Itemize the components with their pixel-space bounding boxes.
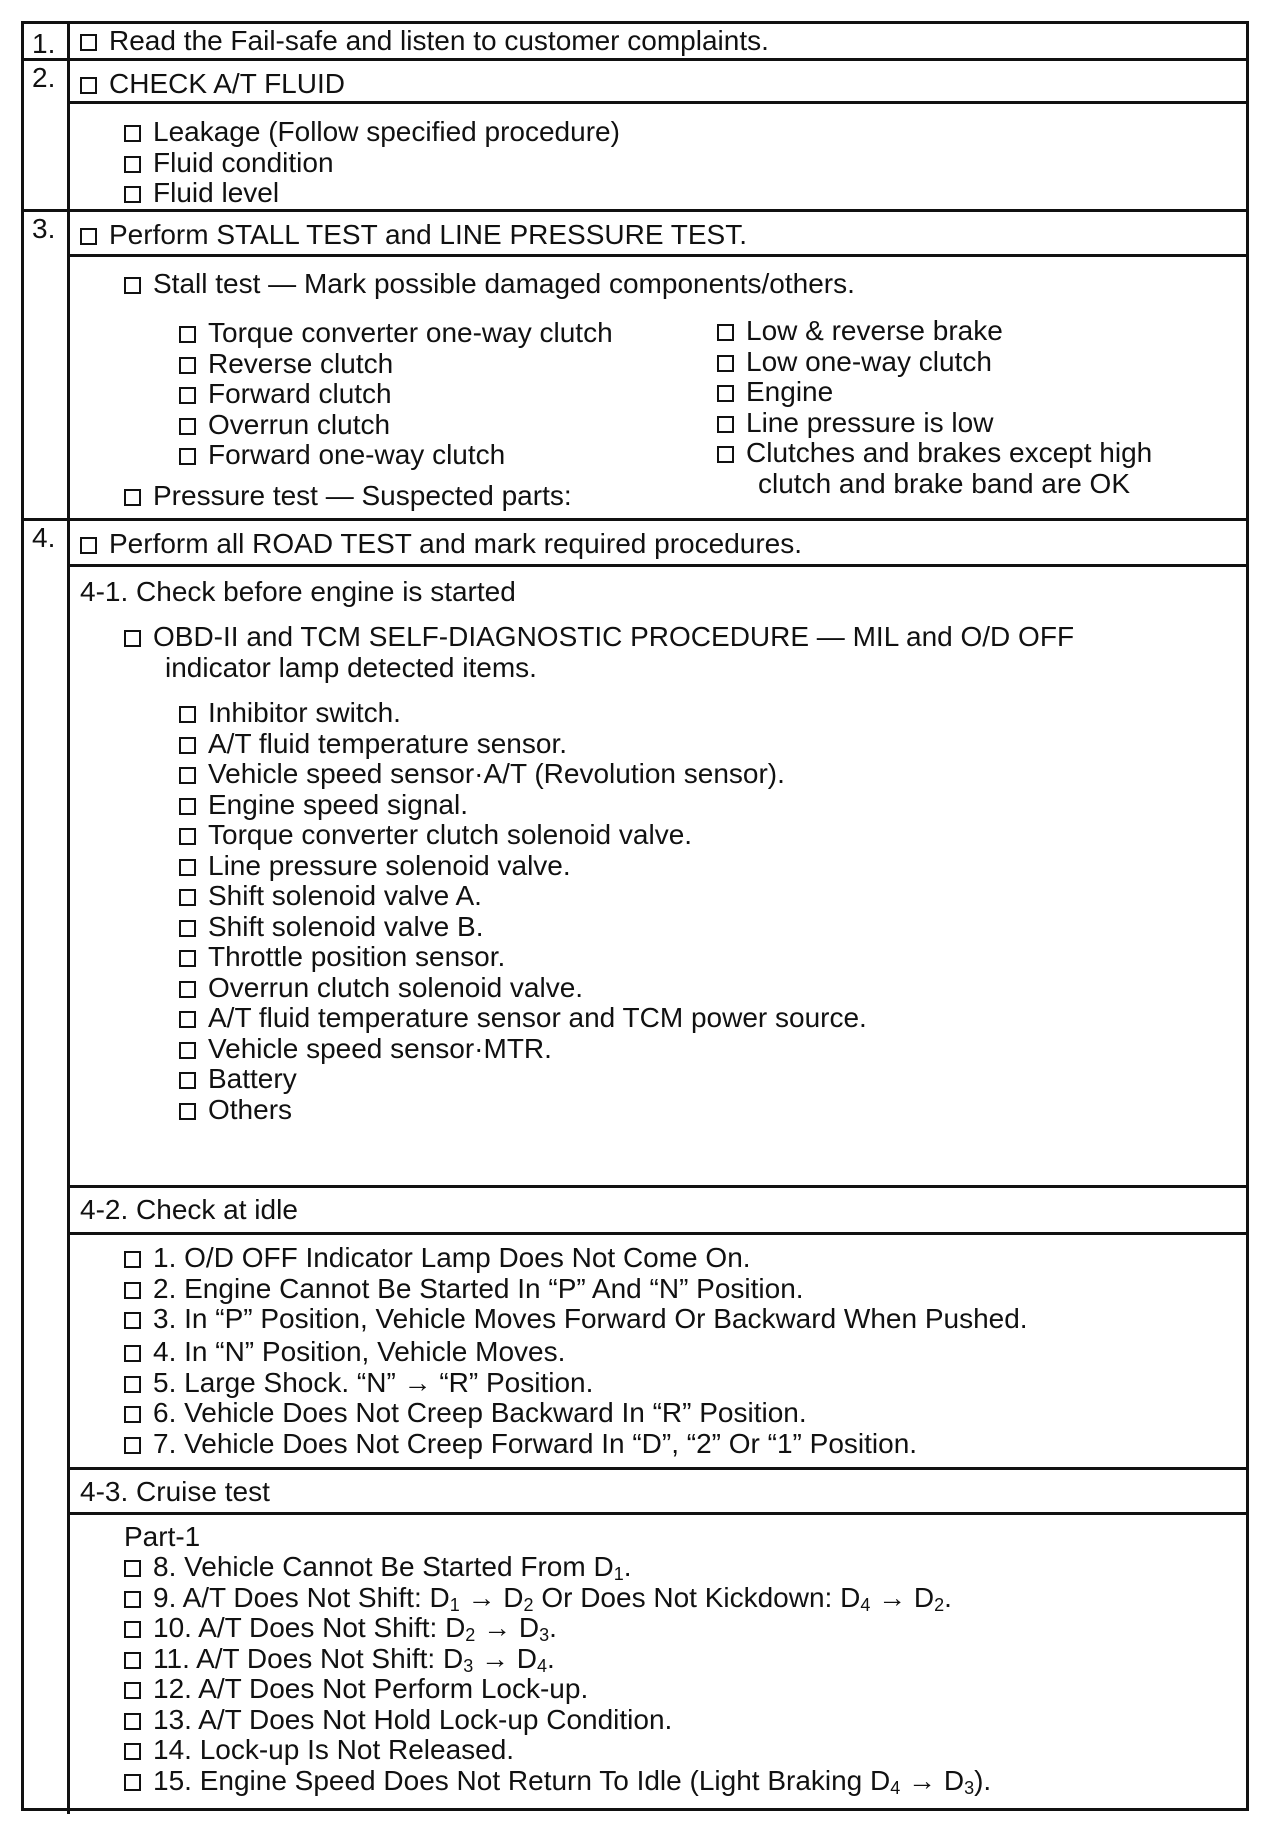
list-item: Line pressure solenoid valve. — [179, 851, 867, 882]
list-item: 10. A/T Does Not Shift: $D_2 \to D_3$. — [124, 1613, 991, 1644]
checkbox[interactable] — [124, 156, 141, 173]
checkbox[interactable] — [179, 798, 196, 815]
stall-left-list — [179, 318, 613, 471]
list-item: A/T fluid temperature sensor and TCM power source. — [179, 1003, 867, 1034]
checkbox[interactable] — [124, 1774, 141, 1791]
checkbox[interactable] — [124, 1682, 141, 1699]
list-item: Torque converter clutch solenoid valve. — [179, 820, 867, 851]
list-item: 3. In “P” Position, Vehicle Moves Forward Or Backward When Pushed. — [124, 1304, 1028, 1335]
checkbox[interactable] — [124, 1406, 141, 1423]
list-item: Shift solenoid valve B. — [179, 912, 867, 943]
list-item: Low & reverse brake — [717, 316, 1152, 347]
idle-check-list-a — [124, 1243, 1028, 1335]
checkbox[interactable] — [80, 228, 97, 245]
list-item: Line pressure is low — [717, 408, 1152, 439]
list-item: 5. Large Shock. “N” → “R” Position. — [124, 1368, 917, 1399]
list-item: Battery — [179, 1064, 867, 1095]
checkbox[interactable] — [179, 920, 196, 937]
list-item: Fluid level — [124, 178, 620, 209]
checkbox[interactable] — [179, 1011, 196, 1028]
list-item: Leakage (Follow specified procedure) — [124, 117, 620, 148]
list-item: 13. A/T Does Not Hold Lock-up Condition. — [124, 1705, 991, 1736]
list-item: Forward clutch — [179, 379, 613, 410]
divider — [24, 209, 1246, 212]
checkbox[interactable] — [179, 1042, 196, 1059]
list-item: Clutches and brakes except high — [717, 438, 1152, 469]
list-item: Fluid condition — [124, 148, 620, 179]
step-1-header: Read the Fail-safe and listen to customer complaints. — [80, 26, 769, 56]
stall-right-list — [717, 316, 1152, 499]
cruise-test-list — [124, 1552, 991, 1796]
checkbox[interactable] — [179, 889, 196, 906]
checkbox[interactable] — [124, 1652, 141, 1669]
checkbox[interactable] — [717, 446, 734, 463]
checkbox[interactable] — [179, 706, 196, 723]
checkbox[interactable] — [124, 125, 141, 142]
checkbox[interactable] — [80, 537, 97, 554]
checkbox[interactable] — [179, 828, 196, 845]
divider — [70, 1512, 1246, 1515]
checkbox[interactable] — [179, 981, 196, 998]
step-number-4: 4. — [24, 518, 70, 1814]
checkbox[interactable] — [124, 1713, 141, 1730]
checkbox[interactable] — [124, 630, 141, 647]
subsection-4-3-title: 4-3. Cruise test — [80, 1476, 270, 1507]
checkbox[interactable] — [717, 324, 734, 341]
checkbox[interactable] — [124, 1743, 141, 1760]
checkbox[interactable] — [124, 1560, 141, 1577]
checkbox[interactable] — [124, 1621, 141, 1638]
pressure-test-label: Pressure test — Suspected parts: — [124, 481, 572, 511]
list-item: Vehicle speed sensor·MTR. — [179, 1034, 867, 1065]
step-number-3: 3. — [24, 209, 70, 518]
diagnostic-worksheet — [21, 21, 1249, 1811]
checkbox[interactable] — [179, 448, 196, 465]
checkbox[interactable] — [179, 418, 196, 435]
list-item: 2. Engine Cannot Be Started In “P” And “N” Position. — [124, 1274, 1028, 1305]
checkbox[interactable] — [717, 416, 734, 433]
checkbox[interactable] — [179, 357, 196, 374]
step-3-header: Perform STALL TEST and LINE PRESSURE TEST. — [80, 220, 747, 250]
stall-test-label: Stall test — Mark possible damaged components/others. — [124, 269, 855, 299]
checkbox[interactable] — [717, 355, 734, 372]
divider — [70, 101, 1246, 104]
subsection-4-1-title: 4-1. Check before engine is started — [80, 576, 516, 607]
list-item: Others — [179, 1095, 867, 1126]
list-item: 14. Lock-up Is Not Released. — [124, 1735, 991, 1766]
checkbox[interactable] — [179, 1072, 196, 1089]
list-item: Overrun clutch solenoid valve. — [179, 973, 867, 1004]
list-item: 12. A/T Does Not Perform Lock-up. — [124, 1674, 991, 1705]
divider — [70, 254, 1246, 257]
checkbox[interactable] — [124, 489, 141, 506]
list-item: Forward one-way clutch — [179, 440, 613, 471]
list-item-continuation: clutch and brake band are OK — [758, 467, 1131, 499]
step-number-1: 1. — [24, 24, 70, 58]
checkbox[interactable] — [80, 77, 97, 94]
list-item: 11. A/T Does Not Shift: $D_3 \to D_4$. — [124, 1644, 991, 1675]
list-item: Torque converter one-way clutch — [179, 318, 613, 349]
divider — [24, 518, 1246, 521]
obd-procedure: OBD-II and TCM SELF-DIAGNOSTIC PROCEDURE — MIL and O/D OFF indicator lamp detected items. — [124, 622, 1074, 683]
list-item: Engine speed signal. — [179, 790, 867, 821]
list-item: Inhibitor switch. — [179, 698, 867, 729]
checkbox[interactable] — [179, 950, 196, 967]
fluid-check-list — [124, 117, 620, 209]
detected-items-list — [179, 698, 867, 1125]
list-item: 1. O/D OFF Indicator Lamp Does Not Come On. — [124, 1243, 1028, 1274]
checkbox[interactable] — [179, 387, 196, 404]
checkbox[interactable] — [124, 1591, 141, 1608]
checkbox[interactable] — [717, 385, 734, 402]
divider — [24, 58, 1246, 61]
divider — [70, 1232, 1246, 1235]
checkbox[interactable] — [179, 326, 196, 343]
checkbox[interactable] — [179, 737, 196, 754]
checkbox[interactable] — [124, 186, 141, 203]
divider — [70, 1467, 1246, 1470]
checkbox[interactable] — [124, 1312, 141, 1329]
checkbox[interactable] — [179, 859, 196, 876]
idle-check-list-b — [124, 1337, 917, 1459]
list-item: Shift solenoid valve A. — [179, 881, 867, 912]
list-item: Vehicle speed sensor·A/T (Revolution sensor). — [179, 759, 867, 790]
checkbox[interactable] — [124, 1282, 141, 1299]
list-item: 6. Vehicle Does Not Creep Backward In “R” Position. — [124, 1398, 917, 1429]
checkbox[interactable] — [124, 1376, 141, 1393]
checkbox[interactable] — [124, 1437, 141, 1454]
list-item: Overrun clutch — [179, 410, 613, 441]
checkbox[interactable] — [80, 34, 97, 51]
part-1-label: Part-1 — [124, 1521, 201, 1552]
step-2-header: CHECK A/T FLUID — [80, 69, 345, 99]
checkbox[interactable] — [179, 1103, 196, 1120]
list-item: 9. A/T Does Not Shift: $D_1 \to D_2$ Or Does Not Kickdown: $D_4 \to D_2$. — [124, 1583, 991, 1614]
list-item: 8. Vehicle Cannot Be Started From $D_1$. — [124, 1552, 991, 1583]
list-item: Low one-way clutch — [717, 347, 1152, 378]
list-item: A/T fluid temperature sensor. — [179, 729, 867, 760]
list-item: Reverse clutch — [179, 349, 613, 380]
checkbox[interactable] — [124, 277, 141, 294]
step-number-2: 2. — [24, 58, 70, 209]
checkbox[interactable] — [124, 1345, 141, 1362]
list-item: 4. In “N” Position, Vehicle Moves. — [124, 1337, 917, 1368]
list-item: 7. Vehicle Does Not Creep Forward In “D”, “2” Or “1” Position. — [124, 1429, 917, 1460]
checkbox[interactable] — [124, 1251, 141, 1268]
divider — [70, 1185, 1246, 1188]
step-4-header: Perform all ROAD TEST and mark required procedures. — [80, 529, 802, 559]
list-item: 15. Engine Speed Does Not Return To Idle (Light Braking $D_4 \to D_3$). — [124, 1766, 991, 1797]
divider — [70, 564, 1246, 567]
list-item: Throttle position sensor. — [179, 942, 867, 973]
subsection-4-2-title: 4-2. Check at idle — [80, 1194, 298, 1225]
list-item: Engine — [717, 377, 1152, 408]
checkbox[interactable] — [179, 767, 196, 784]
